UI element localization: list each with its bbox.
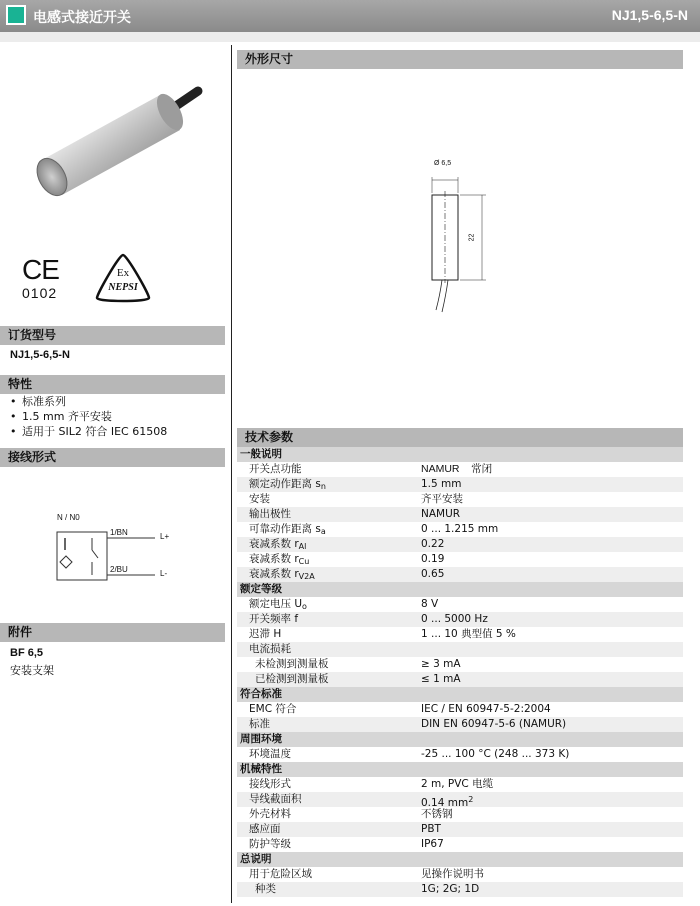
accessory-desc: 安装支架 (10, 664, 54, 677)
spec-row: 外壳材料 不锈钢 (249, 808, 453, 820)
terminal-plus: L+ (160, 532, 170, 541)
spec-row: 额定电压 $U_o$ 8 V (249, 598, 439, 611)
wiring-heading: 接线形式 (0, 448, 225, 467)
title-bar (0, 0, 700, 32)
wire-brown-label: 1/BN (110, 528, 128, 537)
ex-text: Ex (116, 267, 130, 279)
feature-item: • 适用于 SIL2 符合 IEC 61508 (10, 424, 225, 439)
nepsi-mark (93, 252, 153, 306)
wire-blue-label: 2/BU (110, 565, 128, 574)
model-number: NJ1,5-6,5-N (611, 7, 688, 23)
spec-row: 电流损耗 (237, 642, 683, 657)
spec-row: 衰减系数 $r_{V2A}$ 0.65 (237, 567, 683, 582)
spec-row: 输出极性 NAMUR (237, 507, 683, 522)
dimensions-heading: 外形尺寸 (237, 50, 683, 69)
tech-heading: 技术参数 (237, 428, 683, 447)
sensor-photo-icon (20, 55, 210, 240)
nepsi-text: NEPSI (108, 282, 138, 293)
spec-row: 安装 齐平安装 (249, 493, 463, 505)
feature-item: • 标准系列 (10, 394, 225, 409)
order-code: NJ1,5-6,5-N (10, 349, 70, 361)
spec-table (237, 447, 683, 897)
ce-mark (22, 255, 72, 303)
nepsi-triangle-icon (93, 252, 153, 306)
spec-row: 用于危险区域 见操作说明书 (249, 868, 484, 880)
spec-category: 周围环境 (237, 732, 683, 747)
spec-row: 衰减系数 $r_{Al}$ 0.22 (237, 537, 683, 552)
ce-number: 0102 (22, 285, 58, 301)
spec-row: EMC 符合 IEC / EN 60947-5-2:2004 (249, 703, 551, 715)
spec-category: 总说明 (237, 852, 683, 867)
spec-category: 符合标准 (237, 687, 683, 702)
spec-row: 防护等级 IP67 (249, 838, 444, 850)
spec-row: 可靠动作距离 $s_a$ 0 ... 1.215 mm (249, 523, 499, 536)
spec-row: 开关点功能 NAMUR 常闭 (249, 463, 493, 475)
spec-row: 开关频率 f 0 ... 5000 Hz (237, 612, 683, 627)
wiring-label-n: N / N0 (57, 513, 80, 522)
header-divider (0, 32, 700, 42)
brand-logo-icon (6, 5, 26, 25)
spec-row: 额定动作距离 $s_n$ 1.5 mm (237, 477, 683, 492)
page-title: 电感式接近开关 (33, 10, 131, 26)
column-divider (231, 45, 232, 903)
wiring-diagram (50, 510, 200, 595)
spec-row: 感应面 PBT (237, 822, 683, 837)
spec-category: 额定等级 (237, 582, 683, 597)
spec-row: 接线形式 2 m, PVC 电缆 (249, 778, 494, 790)
dimension-drawing (420, 155, 500, 320)
features-list (10, 394, 225, 439)
accessory-code: BF 6,5 (10, 647, 44, 659)
ce-logo: CE (22, 254, 59, 285)
length-label: 22 (468, 233, 476, 242)
spec-row: 未检测到测量板 ≥ 3 mA (255, 658, 461, 670)
spec-row: 导线截面积 0.14 $mm^2$ (237, 792, 683, 807)
spec-row: 已检测到测量板 ≤ 1 mA (237, 672, 683, 687)
spec-row: 迟滞 H 1 ... 10 典型值 5 % (249, 628, 516, 640)
order-heading: 订货型号 (0, 326, 225, 345)
spec-row: 标准 DIN EN 60947-5-6 (NAMUR) (237, 717, 683, 732)
feature-item: • 1.5 mm 齐平安装 (10, 409, 225, 424)
wiring-schematic-icon (50, 510, 200, 595)
diameter-label: Ø 6,5 (434, 160, 452, 167)
spec-row: 种类 1G; 2G; 1D (237, 882, 683, 897)
spec-row: 环境温度 -25 ... 100 °C (248 ... 373 K) (249, 748, 570, 760)
product-photo (20, 55, 210, 240)
accessories-heading: 附件 (0, 623, 225, 642)
spec-category: 机械特性 (237, 762, 683, 777)
spec-row: 衰减系数 $r_{Cu}$ 0.19 (249, 553, 445, 566)
terminal-minus: L- (160, 569, 168, 578)
features-heading: 特性 (0, 375, 225, 394)
dimension-drawing-icon (420, 155, 500, 320)
spec-category: 一般说明 (237, 447, 683, 462)
